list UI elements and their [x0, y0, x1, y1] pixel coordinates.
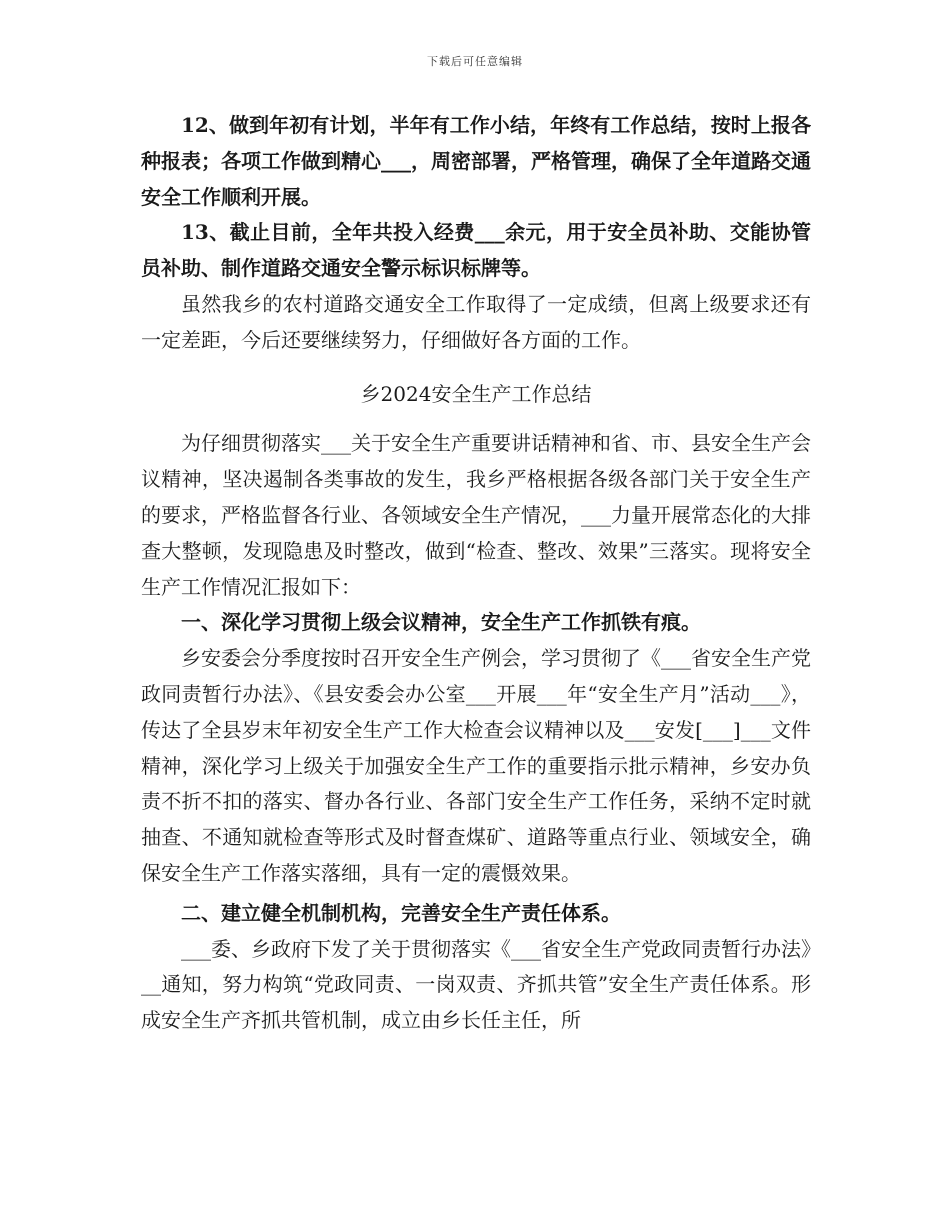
body-one-paragraph: 乡安委会分季度按时召开安全生产例会，学习贯彻了《___省安全生产党政同责暂行办法》、《县安委会办公室___开展___年“安全生产月”活动___》，传达了全县岁末年初安全生产工作大检查会议精神以及___安发[___]___文件精神，深化学习上级关于加强安全生产工作的重要指示批示精神，乡安办负责不折不扣的落实、督办各行业、各部门安全生产工作任务，采纳不定时就抽查、不通知就检查等形式及时督查煤矿、道路等重点行业、领域安全，确保安全生产工作落实落细，具有一定的震慑效果。	[141, 646, 811, 885]
closing-paragraph: 虽然我乡的农村道路交通安全工作取得了一定成绩，但离上级要求还有一定差距，今后还要继续努力，仔细做好各方面的工作。	[141, 291, 811, 352]
page-header-note: 下载后可任意编辑	[427, 55, 523, 68]
item-12-paragraph: 12、做到年初有计划，半年有工作小结，年终有工作总结，按时上报各种报表；各项工作做到精心___，周密部署，严格管理，确保了全年道路交通安全工作顺利开展。	[141, 113, 811, 209]
item-13-paragraph: 13、截止目前，全年共投入经费___余元，用于安全员补助、交能协管员补助、制作道路交通安全警示标识标牌等。	[141, 220, 811, 281]
intro-paragraph: 为仔细贯彻落实___关于安全生产重要讲话精神和省、市、县安全生产会议精神，坚决遏制各类事故的发生，我乡严格根据各级各部门关于安全生产的要求，严格监督各行业、各领域安全生产情况，___力量开展常态化的大排查大整顿，发现隐患及时整改，做到“检查、整改、效果”三落实。现将安全生产工作情况汇报如下：	[141, 431, 811, 599]
body-two-paragraph: ___委、乡政府下发了关于贯彻落实《___省安全生产党政同责暂行办法》__通知，努力构筑“党政同责、一岗双责、齐抓共管”安全生产责任体系。形成安全生产齐抓共管机制，成立由乡长任主任，所	[141, 936, 811, 1033]
document-body	[141, 108, 811, 1039]
section-title: 乡2024安全生产工作总结	[360, 381, 592, 406]
heading-two: 二、建立健全机制机构，完善安全生产责任体系。	[181, 900, 621, 925]
heading-one: 一、深化学习贯彻上级会议精神，安全生产工作抓铁有痕。	[181, 610, 701, 635]
